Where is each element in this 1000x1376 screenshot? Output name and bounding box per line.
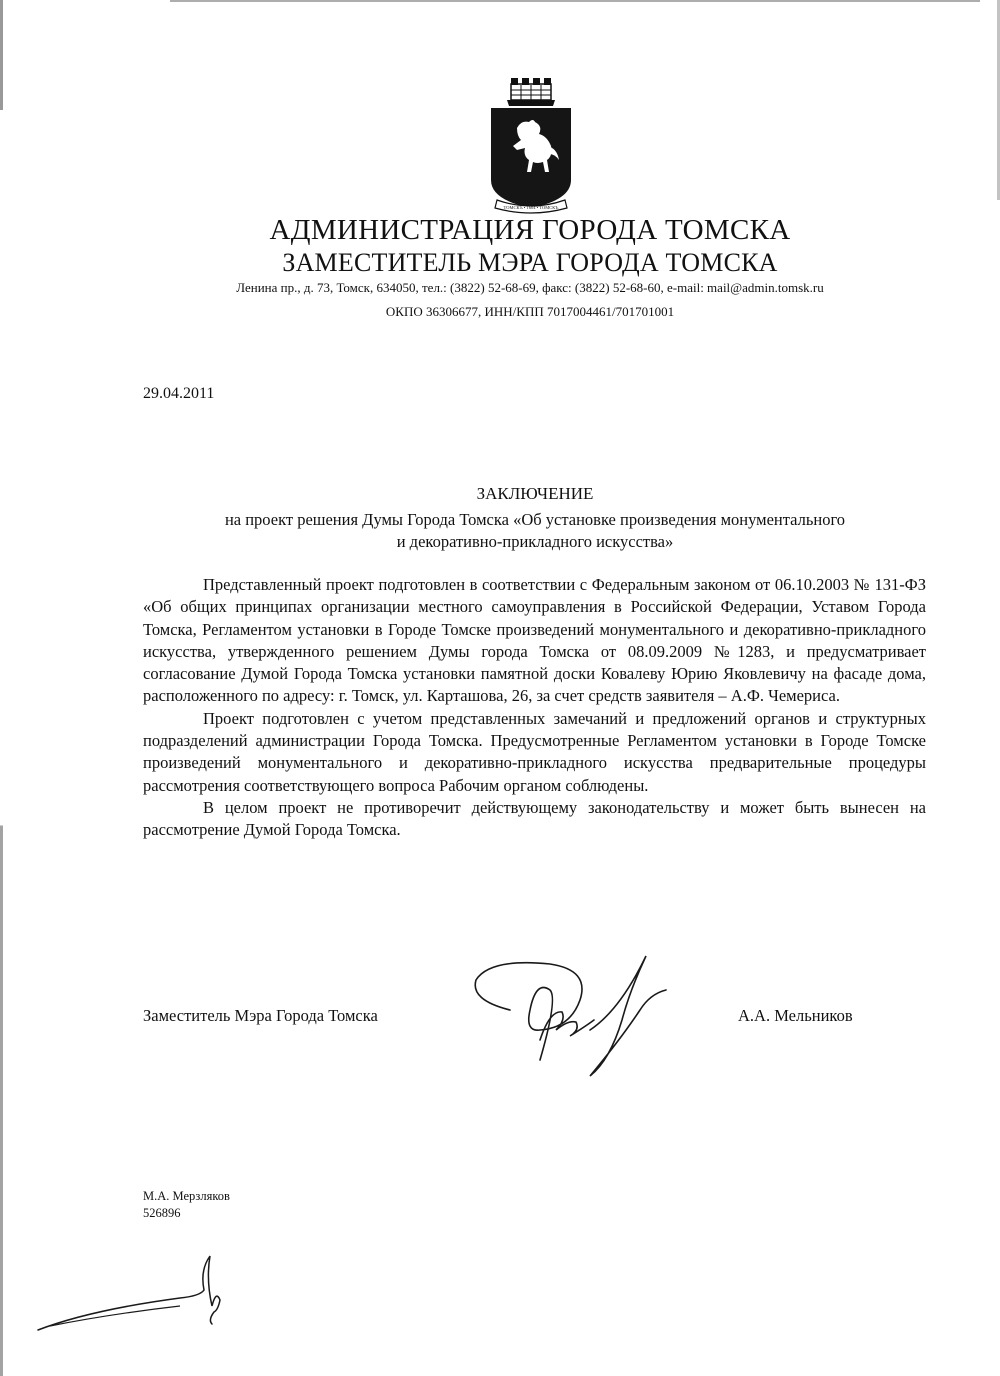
handwritten-signature xyxy=(470,950,670,1090)
registration-codes: ОКПО 36306677, ИНН/КПП 7017004461/701701001 xyxy=(385,304,675,319)
signatory-name: А.А. Мельников xyxy=(738,1006,853,1025)
coat-of-arms-emblem xyxy=(487,76,575,216)
signatory-title: Заместитель Мэра Города Томска xyxy=(143,1006,378,1025)
paragraph: В целом проект не противоречит действующему законодательству и может быть вынесен на рассмотрение Думой Города Томска. xyxy=(143,797,926,840)
letter-date: 29.04.2011 xyxy=(143,385,215,402)
paragraph: Представленный проект подготовлен в соответствии с Федеральным законом от 06.10.2003 № 131-ФЗ «Об общих принципах организации местного самоуправления в Российской Федерации, Уставом Города Томска, Регламентом установки в Городе Томске произведений монументального и декоративно-прикладного искусства, утвержденного решением Думы города Томска от 08.09.2009 №1283, и предусматривает согласование Думой Города Томска установки памятной доски Ковалеву Юрию Яковлевичу на фасаде дома, расположенного по адресу: г. Томск, ул. Карташова, 26, за счет средств заявителя – А.Ф. Чемериса. xyxy=(143,575,926,706)
subtitle-line-1: на проект решения Думы Города Томска «Об установке произведения монументального xyxy=(224,510,846,529)
subtitle-line-2: и декоративно-прикладного искусства» xyxy=(396,532,674,551)
crown-icon xyxy=(507,78,555,106)
position-title: ЗАМЕСТИТЕЛЬ МЭРА ГОРОДА ТОМСКА xyxy=(282,248,778,277)
org-name: АДМИНИСТРАЦИЯ ГОРОДА ТОМСКА xyxy=(269,214,791,246)
handwritten-initials xyxy=(30,1250,230,1340)
executor-info xyxy=(143,1188,230,1222)
motto-text: ТОМСКЪ • 1604 • ТОМСКЪ xyxy=(503,205,559,210)
paragraph: Проект подготовлен с учетом представленных замечаний и предложений органов и структурных подразделений администрации Города Томска. Предусмотренные Регламентом установки в Городе Томске произведений монументального и декоративно-прикладного искусства предварительные процедуры рассмотрения соответствующего вопроса Рабочим органом соблюдены. xyxy=(143,708,926,795)
document-title: ЗАКЛЮЧЕНИЕ xyxy=(476,484,594,503)
letter-body xyxy=(143,574,926,842)
executor-name: М.А. Мерзляков xyxy=(143,1189,230,1203)
address-line: Ленина пр., д. 73, Томск, 634050, тел.: (3822) 52-68-69, факс: (3822) 52-68-60, e-mail: mail@admin.tomsk.ru xyxy=(236,280,824,295)
scan-edge-left xyxy=(0,0,3,1376)
scan-edge-top xyxy=(170,0,980,2)
executor-phone: 526896 xyxy=(143,1206,181,1220)
document-subtitle xyxy=(160,509,910,553)
